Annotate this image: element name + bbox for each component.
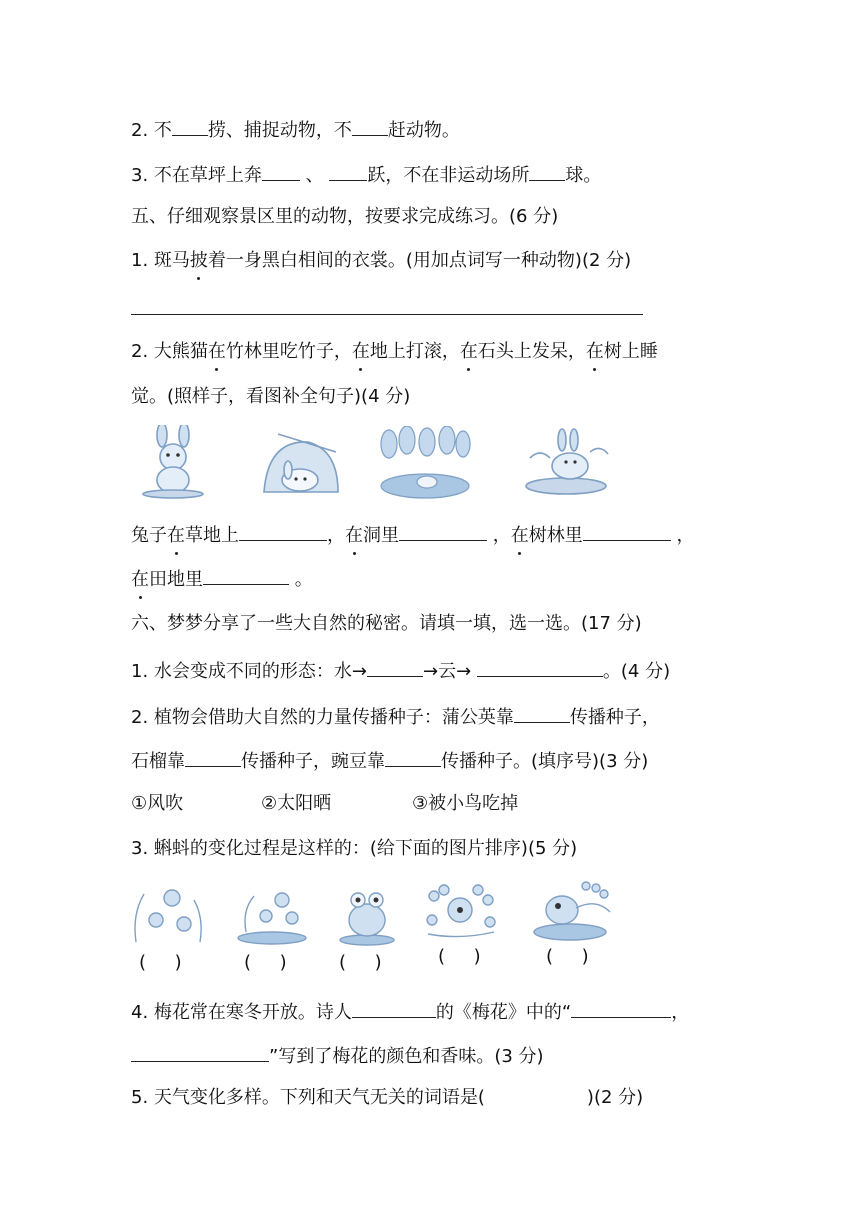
- answer-paren[interactable]: ( ): [546, 946, 589, 967]
- answer-blank[interactable]: [131, 1041, 269, 1062]
- q6-item-3: 3. 蝌蚪的变化过程是这样的：(给下面的图片排序)(5 分): [131, 838, 578, 859]
- option-1: ①风吹: [131, 793, 184, 814]
- rabbit-sentence-line-2: 在田地里 。: [131, 564, 313, 593]
- rabbit-burrow-image: [258, 430, 342, 498]
- q5-item-2: 2. 大熊猫在竹林里吃竹子，在地上打滚，在石头上发呆，在树上睡: [131, 339, 658, 365]
- dotted-char: 在: [167, 523, 185, 549]
- frog-eggs-image: [422, 882, 500, 940]
- answer-blank[interactable]: [172, 115, 208, 136]
- answer-blank[interactable]: [239, 520, 327, 541]
- q6-item-2: 2. 植物会借助大自然的力量传播种子：蒲公英靠 传播种子，: [131, 702, 660, 731]
- q5-item-1: 1. 斑马披着一身黑白相间的衣裳。(用加点词写一种动物)(2 分): [131, 248, 631, 274]
- q5-item-2-line-2: 觉。(照样子，看图补全句子)(4 分): [131, 386, 411, 407]
- answer-blank[interactable]: [385, 746, 441, 767]
- answer-paren[interactable]: ( ): [438, 946, 481, 967]
- tadpole-hatch-image: [530, 878, 616, 942]
- q6-item-1: 1. 水会变成不同的形态：水→ →云→ 。(4 分): [131, 656, 670, 685]
- answer-blank[interactable]: [367, 656, 423, 677]
- frog-image: [337, 884, 397, 946]
- answer-blank[interactable]: [185, 746, 241, 767]
- answer-blank[interactable]: [583, 520, 671, 541]
- rabbit-sitting-image: [134, 425, 214, 501]
- answer-blank[interactable]: [571, 997, 671, 1018]
- q6-item-4-line-2: ”写到了梅花的颜色和香味。(3 分): [131, 1041, 544, 1070]
- option-2: ②太阳晒: [261, 793, 332, 814]
- answer-paren[interactable]: ( ): [139, 952, 182, 973]
- option-3: ③被小鸟吃掉: [412, 793, 519, 814]
- dotted-char: 在: [345, 523, 363, 549]
- rabbit-sentence: 兔子在草地上 ，在洞里 ，在树林里 ，: [131, 520, 694, 549]
- answer-blank[interactable]: [399, 520, 487, 541]
- answer-blank[interactable]: [514, 702, 570, 723]
- answer-blank[interactable]: [477, 656, 603, 677]
- section-5-heading: 五、仔细观察景区里的动物，按要求完成练习。(6 分): [131, 206, 559, 227]
- q4-item-3: 3. 不在草坪上奔 、 跃，不在非运动场所 球。: [131, 160, 601, 189]
- q6-item-2-line-2: 石榴靠 传播种子，豌豆靠 传播种子。(填序号)(3 分): [131, 746, 648, 775]
- section-6-heading: 六、梦梦分享了一些大自然的秘密。请填一填，选一选。(17 分): [131, 613, 642, 634]
- tadpole-legs-image: [130, 884, 206, 946]
- dotted-char: 在: [352, 339, 370, 365]
- answer-blank[interactable]: [203, 564, 289, 585]
- dotted-char: 在: [131, 567, 149, 593]
- q4-item-2: 2. 不 捞、捕捉动物，不 赶动物。: [131, 115, 460, 144]
- dotted-char: 在: [460, 339, 478, 365]
- dotted-char: 披: [190, 248, 208, 274]
- dotted-char: 在: [511, 523, 529, 549]
- answer-blank[interactable]: [529, 160, 565, 181]
- q6-item-5: 5. 天气变化多样。下列和天气无关的词语是( )(2 分): [131, 1087, 644, 1108]
- dotted-char: 在: [208, 339, 226, 365]
- answer-line[interactable]: [131, 314, 643, 315]
- answer-blank[interactable]: [329, 160, 367, 181]
- q6-item-4: 4. 梅花常在寒冬开放。诗人 的《梅花》中的“ ，: [131, 997, 689, 1026]
- tadpole-swim-image: [236, 886, 310, 946]
- answer-blank[interactable]: [262, 160, 300, 181]
- answer-blank[interactable]: [352, 115, 388, 136]
- answer-blank[interactable]: [352, 997, 436, 1018]
- answer-paren[interactable]: ( ): [244, 952, 287, 973]
- dotted-char: 在: [586, 339, 604, 365]
- rabbit-field-image: [520, 428, 612, 498]
- rabbit-forest-image: [377, 426, 473, 502]
- answer-paren[interactable]: ( ): [339, 952, 382, 973]
